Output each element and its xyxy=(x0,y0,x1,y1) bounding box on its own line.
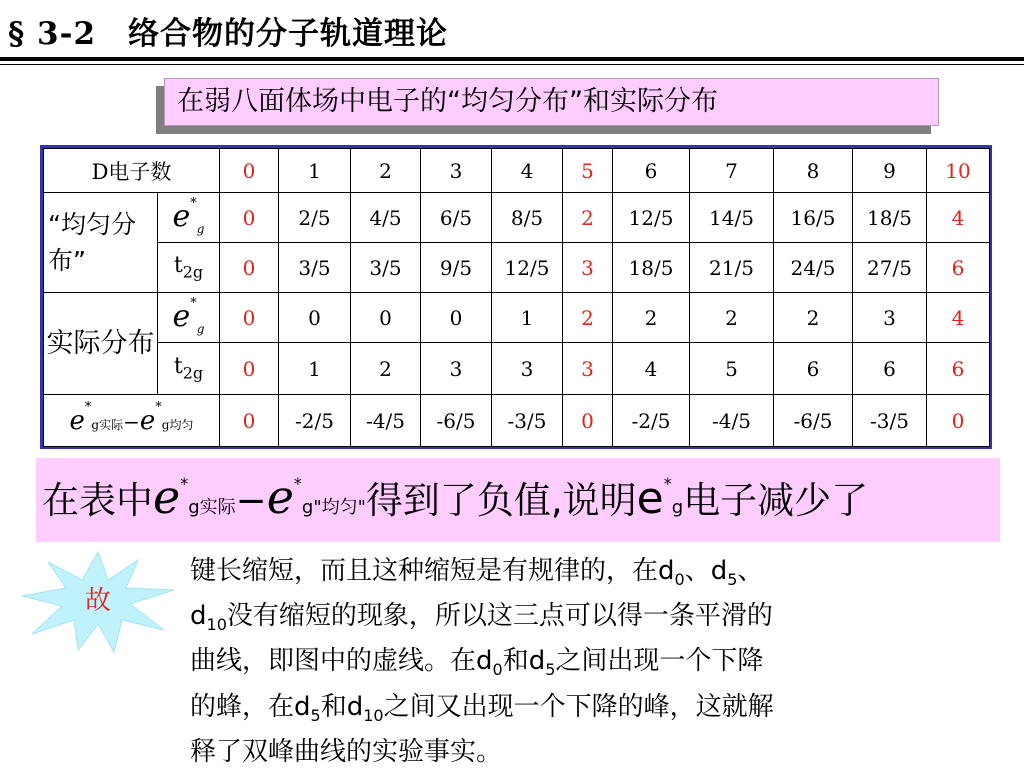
diff-label: e*g实际−e*g均匀 xyxy=(44,395,220,447)
table-cell: 0 xyxy=(220,293,279,343)
table-cell: 2 xyxy=(351,343,421,395)
header-cell: 5 xyxy=(563,149,613,193)
t2g-label: $t_{2g}$ xyxy=(158,343,220,395)
table-row xyxy=(44,343,990,395)
header-cell: 7 xyxy=(690,149,774,193)
table-cell: 4 xyxy=(927,293,990,343)
table-cell: 4/5 xyxy=(351,193,421,243)
table-cell: 2 xyxy=(690,293,774,343)
table-cell: 3/5 xyxy=(279,243,351,293)
table-cell: 14/5 xyxy=(690,193,774,243)
table-cell: 0 xyxy=(563,395,613,447)
table-cell: 6/5 xyxy=(421,193,492,243)
title-rule-thick xyxy=(0,57,1024,61)
table-cell: 12/5 xyxy=(613,193,690,243)
table-cell: 27/5 xyxy=(853,243,927,293)
header-cell: 4 xyxy=(492,149,563,193)
t2g-label: $t_{2g}$ xyxy=(158,243,220,293)
eg-label: $e^*_g$ xyxy=(158,193,220,243)
table-cell: 0 xyxy=(421,293,492,343)
group-label-actual: 实际分布 xyxy=(44,293,158,395)
table-cell: 12/5 xyxy=(492,243,563,293)
para-line: $d_{10}$没有缩短的现象，所以这三点可以得一条平滑的 xyxy=(190,601,773,635)
slide-title: § 3-2 络合物的分子轨道理论 xyxy=(8,16,449,52)
table-cell: -4/5 xyxy=(351,395,421,447)
table-cell: 3 xyxy=(492,343,563,395)
table-cell: 0 xyxy=(220,395,279,447)
table-cell: 0 xyxy=(351,293,421,343)
table-cell: 2 xyxy=(774,293,853,343)
table-cell: -6/5 xyxy=(774,395,853,447)
table-row xyxy=(44,243,990,293)
table-cell: 9/5 xyxy=(421,243,492,293)
table-cell: -2/5 xyxy=(279,395,351,447)
table-cell: -2/5 xyxy=(613,395,690,447)
star-label: 故 xyxy=(85,586,112,616)
table-row xyxy=(44,395,990,447)
table-cell: 6 xyxy=(927,243,990,293)
table-cell: 16/5 xyxy=(774,193,853,243)
table-cell: 3 xyxy=(421,343,492,395)
para-line: 的蜂，在$d_5$和$d_{10}$之间又出现一个下降的峰，这就解 xyxy=(190,691,774,725)
table-cell: 3 xyxy=(853,293,927,343)
header-row xyxy=(44,149,990,193)
header-cell: 10 xyxy=(927,149,990,193)
table-cell: 4 xyxy=(927,193,990,243)
table-cell: 18/5 xyxy=(613,243,690,293)
table-cell: 2 xyxy=(613,293,690,343)
table-cell: 3 xyxy=(563,343,613,395)
table-cell: 6 xyxy=(927,343,990,395)
table-row xyxy=(44,293,990,343)
table-cell: 2 xyxy=(563,193,613,243)
header-cell: 6 xyxy=(613,149,690,193)
table-cell: 21/5 xyxy=(690,243,774,293)
header-cell: 9 xyxy=(853,149,927,193)
header-label: D电子数 xyxy=(44,149,220,193)
distribution-table xyxy=(40,145,992,449)
table-cell: 6 xyxy=(774,343,853,395)
table-row xyxy=(44,193,990,243)
table-cell: 5 xyxy=(690,343,774,395)
table-cell: 2 xyxy=(563,293,613,343)
table-cell: 8/5 xyxy=(492,193,563,243)
explanation-paragraph xyxy=(190,553,960,770)
table-cell: -6/5 xyxy=(421,395,492,447)
para-line: 键长缩短，而且这种缩短是有规律的，在$d_0$、$d_5$、 xyxy=(190,556,764,590)
eg-label: $e^*_g$ xyxy=(158,293,220,343)
table-cell: 1 xyxy=(279,343,351,395)
header-cell: 0 xyxy=(220,149,279,193)
table-cell: -3/5 xyxy=(853,395,927,447)
para-line: 释了双峰曲线的实验事实。 xyxy=(190,736,503,767)
header-cell: 1 xyxy=(279,149,351,193)
table-cell: 4 xyxy=(613,343,690,395)
table-cell: -3/5 xyxy=(492,395,563,447)
table-cell: 24/5 xyxy=(774,243,853,293)
header-cell: 8 xyxy=(774,149,853,193)
table-cell: 3 xyxy=(563,243,613,293)
header-cell: 2 xyxy=(351,149,421,193)
table-cell: 2/5 xyxy=(279,193,351,243)
table-cell: 3/5 xyxy=(351,243,421,293)
table-cell: 0 xyxy=(279,293,351,343)
table-cell: 0 xyxy=(927,395,990,447)
table-cell: 18/5 xyxy=(853,193,927,243)
group-label-uniform: “均匀分布” xyxy=(44,193,158,293)
table-cell: 0 xyxy=(220,343,279,395)
conclusion-text: 在表中e*g实际−e*g"均匀"得到了负值,说明e*g电子减少了 xyxy=(42,470,869,524)
subtitle-box: 在弱八面体场中电子的“均匀分布”和实际分布 xyxy=(164,78,939,126)
header-cell: 3 xyxy=(421,149,492,193)
table-cell: 6 xyxy=(853,343,927,395)
table-cell: 0 xyxy=(220,243,279,293)
table-cell: 0 xyxy=(220,193,279,243)
title-rule-thin xyxy=(0,64,1024,65)
para-line: 曲线，即图中的虚线。在$d_0$和$d_5$之间出现一个下降 xyxy=(190,646,764,680)
table-cell: -4/5 xyxy=(690,395,774,447)
table-cell: 1 xyxy=(492,293,563,343)
